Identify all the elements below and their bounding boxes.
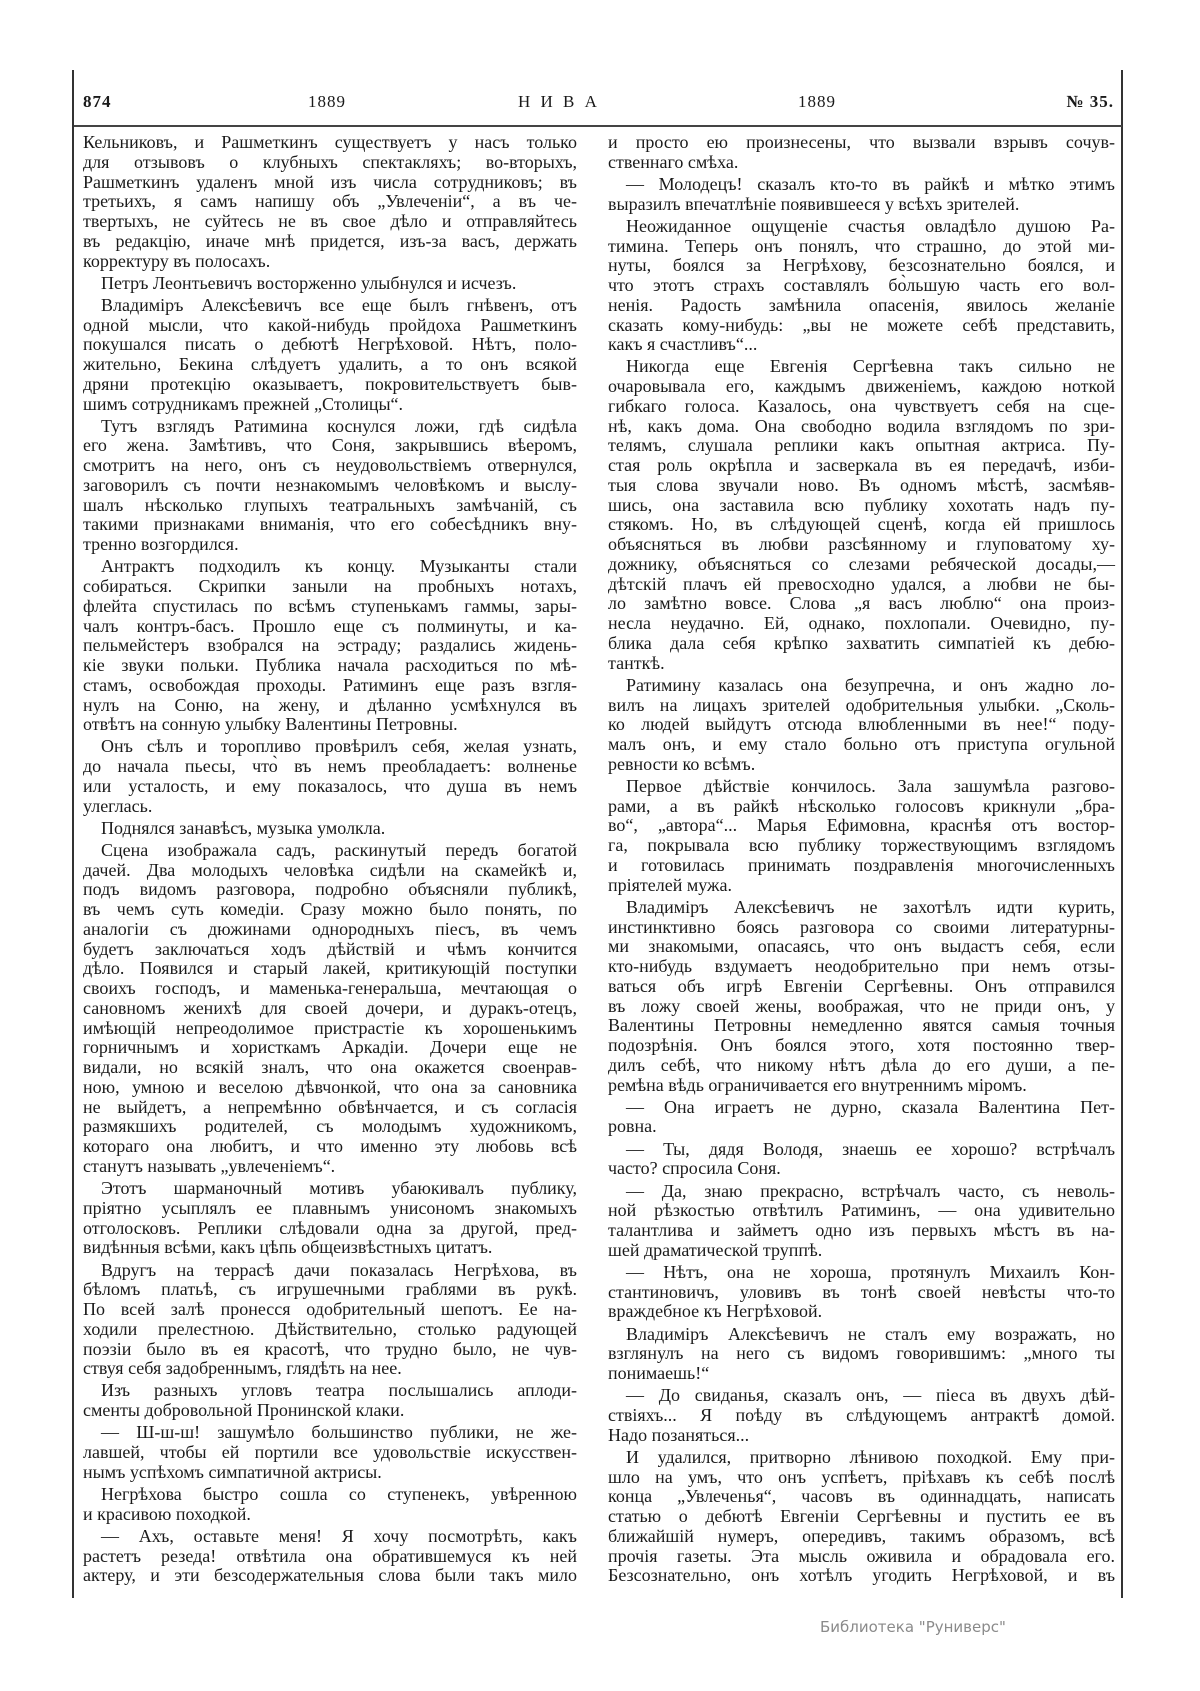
text-line: во“, „автора“... Марья Ефимовна, краснѣя отъ востор- (608, 815, 1115, 836)
text-line: имѣющій непреодолимое пристрастіе къ хорошенькимъ (83, 1017, 577, 1038)
text-line: стамъ, освобождая проходы. Ратиминъ еще разъ взгля- (83, 674, 577, 695)
text-line: талантлива и займетъ одно изъ первыхъ мѣстъ въ на- (608, 1220, 1115, 1241)
text-line: улеглась. (83, 795, 153, 816)
right-page-border (1121, 70, 1123, 1598)
text-line: — Ты, дядя Володя, знаешь ее хорошо? встрѣчалъ (626, 1138, 1115, 1159)
text-line: ко людей выйдутъ отсюда влюбленными въ нее!“ поду- (608, 714, 1115, 735)
text-line: Владиміръ Алексѣевичъ не сталъ ему возражать, но (626, 1323, 1115, 1344)
text-line: Никогда еще Евгенія Сергѣевна такъ сильно не (626, 356, 1115, 377)
text-line: Петръ Леонтьевичъ восторженно улыбнулся и исчезъ. (101, 272, 517, 293)
text-line: Онъ сѣлъ и торопливо провѣрилъ себя, желая узнать, (101, 736, 577, 757)
text-line: рами, а въ райкѣ нѣсколько голосовъ крикнули „бра- (608, 795, 1115, 816)
text-line: телямъ, слушала реплики какъ опытная актриса. Пу- (608, 435, 1115, 456)
text-line: И удалился, притворно лѣнивою походкой. Ему при- (626, 1446, 1115, 1467)
text-line: стантиновичъ, уловивъ въ тонѣ своей невѣсты что-то (608, 1281, 1115, 1302)
text-line: пріятно усыплялъ ее плавнымъ унисономъ знакомыхъ (83, 1197, 577, 1218)
text-line: Валентины Петровны немедленно явятся самыя точныя (608, 1015, 1115, 1036)
header-year-left: 1889 (308, 92, 346, 111)
page-number: 874 (83, 92, 112, 111)
text-line: ходили прелестною. Дѣйствительно, столько радующей (83, 1318, 577, 1339)
text-line: шалъ нѣсколько глупыхъ театральныхъ замѣчаній, съ (83, 494, 577, 515)
text-line: взглянулъ на него съ видомъ говорившимъ: „много ты (608, 1343, 1115, 1364)
paragraph (608, 217, 1115, 355)
text-line: нѣ, какъ дома. Она свободно водила взглядомъ по зри- (608, 415, 1115, 436)
text-line: нымъ успѣхомъ симпатичной актрисы. (83, 1461, 382, 1482)
text-line: Вдругъ на террасѣ дачи показалась Негрѣхова, въ (101, 1259, 577, 1280)
text-line: шло на умъ, что онъ успѣетъ, пріѣхавъ къ себѣ послѣ (608, 1466, 1115, 1487)
text-line: кто-нибудь вздумаетъ неодобрительно при немъ отзы- (608, 956, 1115, 977)
text-line: флейта спустилась по всѣмъ ступенькамъ гаммы, зары- (83, 595, 577, 616)
text-line: до начала пьесы, что̀ въ немъ преобладаетъ: волненье (83, 756, 577, 777)
text-line: сменты добровольной Пронинской клаки. (83, 1400, 405, 1421)
text-line: Безсознательно, онъ хотѣлъ угодить Негрѣховой, и въ (608, 1565, 1115, 1586)
text-line: несла неудачно. Ей, однако, похлопали. Очевидно, пу- (608, 613, 1115, 634)
paragraph (608, 133, 1115, 173)
paragraph (608, 1263, 1115, 1322)
paragraph (83, 417, 577, 555)
text-line: въ редакцію, иначе мнѣ придется, изъ-за васъ, держать (83, 230, 577, 251)
left-column (83, 133, 577, 1586)
text-line: нуты, боялся за Негрѣхову, безсознательно боялся, и (608, 255, 1115, 276)
text-line: растетъ резеда! отвѣтила она обратившемуся къ ней (83, 1545, 577, 1566)
text-line: и просто ею произнесены, что вызвали взрывъ сочув- (608, 132, 1115, 152)
text-line: дилъ себѣ, что никому нѣтъ дѣла до его души, а пе- (608, 1054, 1115, 1075)
text-line: Этотъ шарманочный мотивъ убаюкивалъ публику, (101, 1178, 577, 1199)
paragraph (608, 1386, 1115, 1445)
text-line: своихъ господъ, и маменька-генеральша, мечтающая о (83, 978, 577, 999)
paragraph (608, 1182, 1115, 1261)
text-line: тренно возгордился. (83, 534, 239, 555)
text-line: инстинктивно боясь разговора со своими литературны- (608, 916, 1115, 937)
text-line: Рашметкинъ удаленъ мной изъ числа сотрудниковъ; въ (83, 171, 577, 192)
paragraph (83, 557, 577, 735)
text-line: видѣнныя всѣми, какъ цѣпь общеизвѣстныхъ цитатъ. (83, 1237, 493, 1258)
journal-title: Н И В А (518, 92, 600, 111)
text-line: ваться объ игрѣ Евгеніи Сергѣевны. Онъ отправился (608, 975, 1115, 996)
text-line: ствіяхъ... Я поѣду въ слѣдующемъ антрактѣ домой. (608, 1404, 1115, 1425)
paragraph (83, 133, 577, 271)
text-line: размякшихъ родителей, съ молодымъ художникомъ, (83, 1116, 577, 1137)
text-line: — Она играетъ не дурно, сказала Валентина Пет- (626, 1096, 1115, 1117)
paragraph (83, 841, 577, 1177)
text-line: ремѣна вѣдь ограничивается его внутреннимъ міромъ. (608, 1074, 1027, 1095)
paragraph (608, 1098, 1115, 1138)
text-line: конца „Увлеченья“, часовъ въ одиннадцать, написать (608, 1486, 1115, 1507)
text-line: заговорилъ съ почти незнакомымъ человѣкомъ и выслу- (83, 474, 577, 495)
text-line: сановномъ женихѣ для своей дочери, и дуракъ-отецъ, (83, 997, 577, 1018)
text-line: танткѣ. (608, 652, 665, 673)
text-line: станутъ называть „увлеченіемъ“. (83, 1155, 336, 1176)
text-line: тыя слова звучали ново. Въ одномъ мѣстѣ, засмѣяв- (608, 474, 1115, 495)
text-line: ствуя себя задобреннымъ, глядѣть на нее. (83, 1358, 402, 1379)
text-line: Негрѣхова быстро сошла со ступенекъ, увѣренною (101, 1483, 577, 1504)
text-line: малъ онъ, и ему стало больно отъ приступа огульной (608, 734, 1115, 755)
text-line: подозрѣнія. Онъ боялся этого, хотя постоянно твер- (608, 1035, 1115, 1056)
paragraph (83, 819, 577, 839)
text-line: для отзывовъ о клубныхъ спектакляхъ; во-вторыхъ, (83, 151, 577, 172)
text-line: — Молодецъ! сказалъ кто-то въ райкѣ и мѣтко этимъ (626, 173, 1115, 194)
text-line: сказать кому-нибудь: „вы не можете себѣ представить, (608, 314, 1115, 335)
right-column (608, 133, 1115, 1586)
text-line: аналогіи съ дюжинами однородныхъ піесъ, въ чемъ (83, 918, 577, 939)
text-line: твертыхъ, не суйтесь не въ свое дѣло и отправляйтесь (83, 211, 577, 231)
text-line: дѣло. Появился и старый лакей, критикующій поступки (83, 958, 577, 979)
text-line: ной рѣзкостью отвѣтилъ Ратиминъ, — она удивительно (608, 1200, 1115, 1221)
text-line: такими признаками вниманія, что его собесѣдникъ вну- (83, 514, 577, 535)
paragraph (83, 737, 577, 816)
text-line: въ ложу своей жены, воображая, что не приди онъ, у (608, 995, 1115, 1016)
text-line: лавшей, чтобы ей портили все удовольствіе искусствен- (83, 1442, 577, 1463)
text-line: смотритъ на него, онъ съ неудовольствіемъ отвернулся, (83, 455, 577, 476)
text-line: блика дала себя крѣпко захватить симпатіей къ дебю- (608, 632, 1115, 653)
text-line: поэзіи было въ ея красотѣ, что трудно было, не чув- (83, 1338, 577, 1359)
library-watermark: Библиотека "Руниверс" (820, 1618, 1006, 1636)
text-line: По всей залѣ пронесся одобрительный шепотъ. Ее на- (83, 1299, 577, 1320)
text-line: выразилъ впечатлѣніе появившееся у всѣхъ зрителей. (608, 193, 1020, 214)
paragraph (83, 1485, 577, 1525)
text-line: котораго она любитъ, и что именно эту любовь всѣ (83, 1136, 577, 1157)
text-line: актеру, и эти безсодержательныя слова были такъ мило (83, 1565, 577, 1586)
text-line: или усталость, и ему показалось, что душа въ немъ (83, 775, 577, 796)
text-line: га, покрывала всю публику торжествующимъ взглядомъ (608, 835, 1115, 856)
text-line: бѣломъ платьѣ, съ игрушечными граблями въ рукѣ. (83, 1279, 577, 1300)
text-line: нулъ на Соню, на жену, и дѣланно усмѣхнулся въ (83, 694, 577, 715)
paragraph (608, 1448, 1115, 1586)
text-line: Владиміръ Алексѣевичъ все еще былъ гнѣвенъ, отъ (101, 294, 577, 315)
text-line: жительно, Бекина слѣдуетъ удалить, а то онъ всякой (83, 354, 577, 375)
text-line: ми знакомыми, опасаясь, что онъ выдастъ себя, если (608, 936, 1115, 957)
text-line: ревности ко всѣмъ. (608, 753, 756, 774)
text-line: враждебное къ Негрѣховой. (608, 1301, 823, 1322)
text-line: ровна. (608, 1116, 657, 1137)
text-line: ло замѣтно вовсе. Слова „я васъ люблю“ она произ- (608, 593, 1115, 614)
text-line: ненія. Радость замѣнила опасенія, явилось желаніе (608, 294, 1115, 315)
text-line: Сцена изображала садъ, раскинутый передъ богатой (101, 839, 577, 860)
paragraph (83, 1423, 577, 1482)
text-line: не выйдетъ, а непремѣнно обвѣнчается, и съ согласія (83, 1096, 577, 1117)
paragraph (83, 1381, 577, 1421)
text-line: Изъ разныхъ угловъ театра послышались аплоди- (101, 1380, 577, 1401)
text-line: Ратимину казалась она безупречна, и онъ жадно ло- (626, 674, 1115, 695)
header-rule (74, 125, 1122, 127)
text-line: и красивою походкой. (83, 1503, 251, 1524)
paragraph (83, 1527, 577, 1586)
text-line: кіе звуки польки. Публика начала расходиться по мѣ- (83, 655, 577, 676)
paragraph (608, 676, 1115, 775)
text-line: видали, но всякій зналъ, что она окажется своенрав- (83, 1057, 577, 1078)
text-line: Поднялся занавѣсъ, музыка умолкла. (101, 817, 386, 838)
paragraph (608, 175, 1115, 215)
text-line: прочія газеты. Эта мысль оживила и обрадовала его. (608, 1545, 1115, 1566)
text-line: ближайшій нумеръ, опередивъ, такимъ образомъ, всѣ (608, 1525, 1115, 1546)
text-line: въ чемъ суть комедіи. Сразу можно было понять, по (83, 899, 577, 920)
paragraph (83, 274, 577, 294)
text-line: одной мысли, что какой-нибудь пройдоха Рашметкинъ (83, 314, 577, 335)
text-line: какъ я счастливъ“... (608, 334, 758, 355)
text-line: — Да, знаю прекрасно, встрѣчалъ часто, съ неволь- (626, 1180, 1115, 1201)
header-year-right: 1889 (798, 92, 836, 111)
text-line: собираться. Скрипки заныли на пробныхъ нотахъ, (83, 576, 577, 597)
paragraph (83, 296, 577, 415)
paragraph (608, 777, 1115, 896)
text-line: Кельниковъ, и Рашметкинъ существуетъ у насъ только (83, 132, 577, 152)
text-line: стая роль окрѣпла и засверкала въ ея передачѣ, изби- (608, 455, 1115, 476)
text-line: гибкаго голоса. Казалось, она чувствуетъ себя на сце- (608, 395, 1115, 416)
text-line: пріятелей мужа. (608, 874, 732, 895)
text-line: дѣтскій плачъ ей превосходно удался, а любви не бы- (608, 573, 1115, 594)
text-line: объясняться въ любви разсѣянному и глуповатому ху- (608, 534, 1115, 555)
text-line: дожнику, объясняться со слезами ребяческой досады,— (608, 553, 1115, 574)
paragraph (608, 898, 1115, 1096)
text-line: отголосковъ. Реплики слѣдовали одна за другой, пред- (83, 1217, 577, 1238)
left-page-border (72, 70, 74, 1598)
text-line: третьихъ, я самъ напишу объ „Увлеченіи“, а въ че- (83, 191, 577, 212)
text-line: и готовилась принимать поздравленія многочисленныхъ (608, 854, 1115, 875)
text-line: будетъ заключаться ходъ дѣйствій и чѣмъ кончится (83, 938, 577, 959)
text-line: Первое дѣйствіе кончилось. Зала зашумѣла разгово- (626, 775, 1115, 796)
text-line: дачей. Два молодыхъ человѣка сидѣли на скамейкѣ и, (83, 859, 577, 880)
text-line: горничнымъ и хористкамъ Аркадіи. Дочери еще не (83, 1037, 577, 1058)
text-line: понимаешь!“ (608, 1363, 710, 1384)
text-line: дряни протекцію оказываетъ, покровительствуетъ быв- (83, 373, 577, 394)
text-line: стякомъ. Но, въ слѣдующей сценѣ, когда ей пришлось (608, 514, 1115, 535)
paragraph (608, 1140, 1115, 1180)
text-line: — Ш-ш-ш! зашумѣло большинство публики, не же- (101, 1422, 577, 1443)
text-line: отвѣтъ на сонную улыбку Валентины Петровны. (83, 714, 458, 735)
text-line: подъ видомъ разговора, подробно объясняли публикѣ, (83, 879, 577, 900)
text-line: пельмейстеръ взобрался на эстраду; раздались жидень- (83, 635, 577, 656)
text-line: часто? спросила Соня. (608, 1158, 781, 1179)
text-line: Неожиданное ощущеніе счастья овладѣло душою Ра- (626, 215, 1115, 236)
text-line: ственнаго смѣха. (608, 151, 739, 172)
text-line: шей драматической труппѣ. (608, 1239, 823, 1260)
text-line: что этотъ страхъ составлялъ бо̀льшую часть его вол- (608, 275, 1115, 296)
text-line: вилъ на лицахъ зрителей одобрительныя улыбки. „Сколь- (608, 694, 1115, 715)
text-line: очаровывала его, каждымъ движеніемъ, каждою ноткой (608, 376, 1115, 397)
text-line: Тутъ взглядъ Ратимина коснулся ложи, гдѣ сидѣла (101, 415, 577, 436)
text-line: — Ахъ, оставьте меня! Я хочу посмотрѣть, какъ (101, 1525, 577, 1546)
text-line: ною, умною и веселою дѣвчонкой, что она за сановника (83, 1076, 577, 1097)
paragraph (83, 1261, 577, 1380)
text-line: — До свиданья, сказалъ онъ, — піеса въ двухъ дѣй- (626, 1385, 1115, 1406)
text-line: тимина. Теперь онъ понялъ, что страшно, до этой ми- (608, 235, 1115, 256)
paragraph (608, 357, 1115, 673)
text-line: покушался писать о дебютѣ Негрѣховой. Нѣтъ, поло- (83, 334, 577, 355)
text-line: — Нѣтъ, она не хороша, протянулъ Михаилъ Кон- (626, 1261, 1115, 1282)
issue-number: № 35. (1066, 92, 1114, 111)
text-line: Антрактъ подходилъ къ концу. Музыканты стали (101, 556, 577, 577)
paragraph (608, 1325, 1115, 1384)
paragraph (83, 1179, 577, 1258)
text-line: его жена. Замѣтивъ, что Соня, закрывшись вѣеромъ, (83, 435, 577, 456)
text-line: Владиміръ Алексѣевичъ не захотѣлъ идти курить, (626, 896, 1115, 917)
text-line: шимъ сотрудникамъ прежней „Столицы“. (83, 393, 404, 414)
text-line: шись, она заставила всю публику хохотать надъ пу- (608, 494, 1115, 515)
text-line: статью о дебютѣ Евгеніи Сергѣевны и пустить ее въ (608, 1506, 1115, 1527)
text-line: чалъ контръ-басъ. Прошло еще съ полминуты, и ка- (83, 615, 577, 636)
text-line: Надо позаняться... (608, 1424, 750, 1445)
text-line: корректуру въ полосахъ. (83, 250, 271, 271)
